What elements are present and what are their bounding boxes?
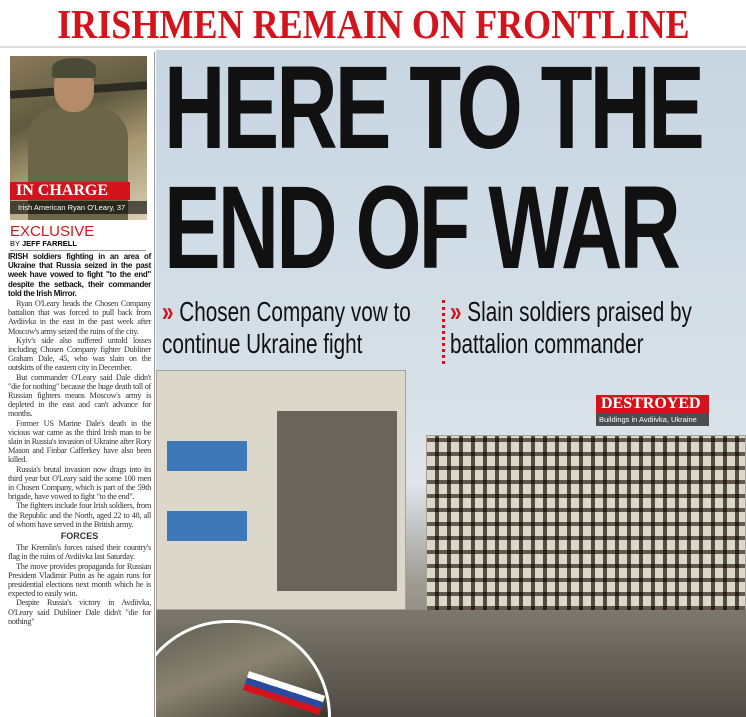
byline-prefix: BY: [10, 239, 20, 248]
article-paragraph: Former US Marine Dale's death in the vicious war came as the third Irish man to be slain in Russia's invasion of Ukraine after Rory Mason and Finbar Cafferkey have also been killed.: [8, 418, 151, 465]
subhead-1: [162, 296, 436, 360]
photo-label: DESTROYED: [596, 395, 709, 413]
subhead-2: [450, 296, 724, 360]
subhead-text: Slain soldiers praised by battalion commander: [450, 296, 692, 359]
divider: [442, 300, 445, 364]
article-lead: IRISH soldiers fighting in an area of Ukraine that Russia seized in the past week have vowed to fight "to the end" despite the setback, their commander told the Irish Mirror.: [8, 252, 151, 298]
chevron-icon: »: [162, 296, 174, 327]
article-paragraph: The Kremlin's forces raised their country's flag in the ruins of Avdiivka last Saturday.: [8, 543, 151, 562]
article-paragraph: Ryan O'Leary heads the Chosen Company battalion that was forced to pull back from Avdiivka in the east in the past week after Moscow's army seized the ruins of the city.: [8, 299, 151, 336]
article-paragraph: Kyiv's side also suffered untold losses including Chosen Company fighter Dubliner Graham Dale, 45, who was slain on the outskirts of the eastern city in December.: [8, 335, 151, 373]
photo-caption: Buildings in Avdiivka, Ukraine: [596, 413, 709, 426]
article-subhead: FORCES: [60, 531, 99, 542]
article-paragraph: The move provides propaganda for Russian President Vladimir Putin as he again runs for presidential elections next month which he is expected to easily win.: [8, 561, 151, 599]
banner-title: IRISHMEN REMAIN ON FRONTLINE: [56, 1, 690, 47]
apartment-blocks: [426, 435, 746, 635]
chevron-icon: »: [450, 296, 462, 327]
subhead-text: Chosen Company vow to continue Ukraine fight: [162, 296, 411, 359]
portrait-caption: Irish American Ryan O'Leary, 37: [10, 201, 147, 214]
headline: HERE TO THE END OF WAR: [164, 50, 702, 294]
page-banner: [0, 0, 746, 48]
ruined-building: [156, 370, 406, 610]
article-paragraph: But commander O'Leary said Dale didn't "die for nothing" because the huge death toll of Russian fighters means Moscow's army is depleted in the east and can't advance for months.: [8, 372, 151, 419]
main-photo: [156, 50, 746, 717]
article-paragraph: Despite Russia's victory in Avdiivka, O'Leary said Dubliner Dale didn't "die for nothing": [8, 598, 151, 626]
article-paragraph: The fighters include four Irish soldiers, from the Republic and the North, aged 22 to 48, all of whom have served in the British army.: [8, 501, 151, 529]
byline: [10, 239, 146, 251]
article-paragraph: Russia's brutal invasion now drags into its third year but O'Leary said the some 100 men in Chosen Company, which is part of the 59th brigade, have vowed to fight "to the end".: [8, 464, 151, 502]
article-body: [8, 252, 151, 626]
byline-author: JEFF FARRELL: [21, 239, 77, 248]
portrait-label: IN CHARGE: [10, 182, 130, 200]
left-column: [0, 52, 155, 717]
kicker: EXCLUSIVE: [10, 223, 95, 240]
